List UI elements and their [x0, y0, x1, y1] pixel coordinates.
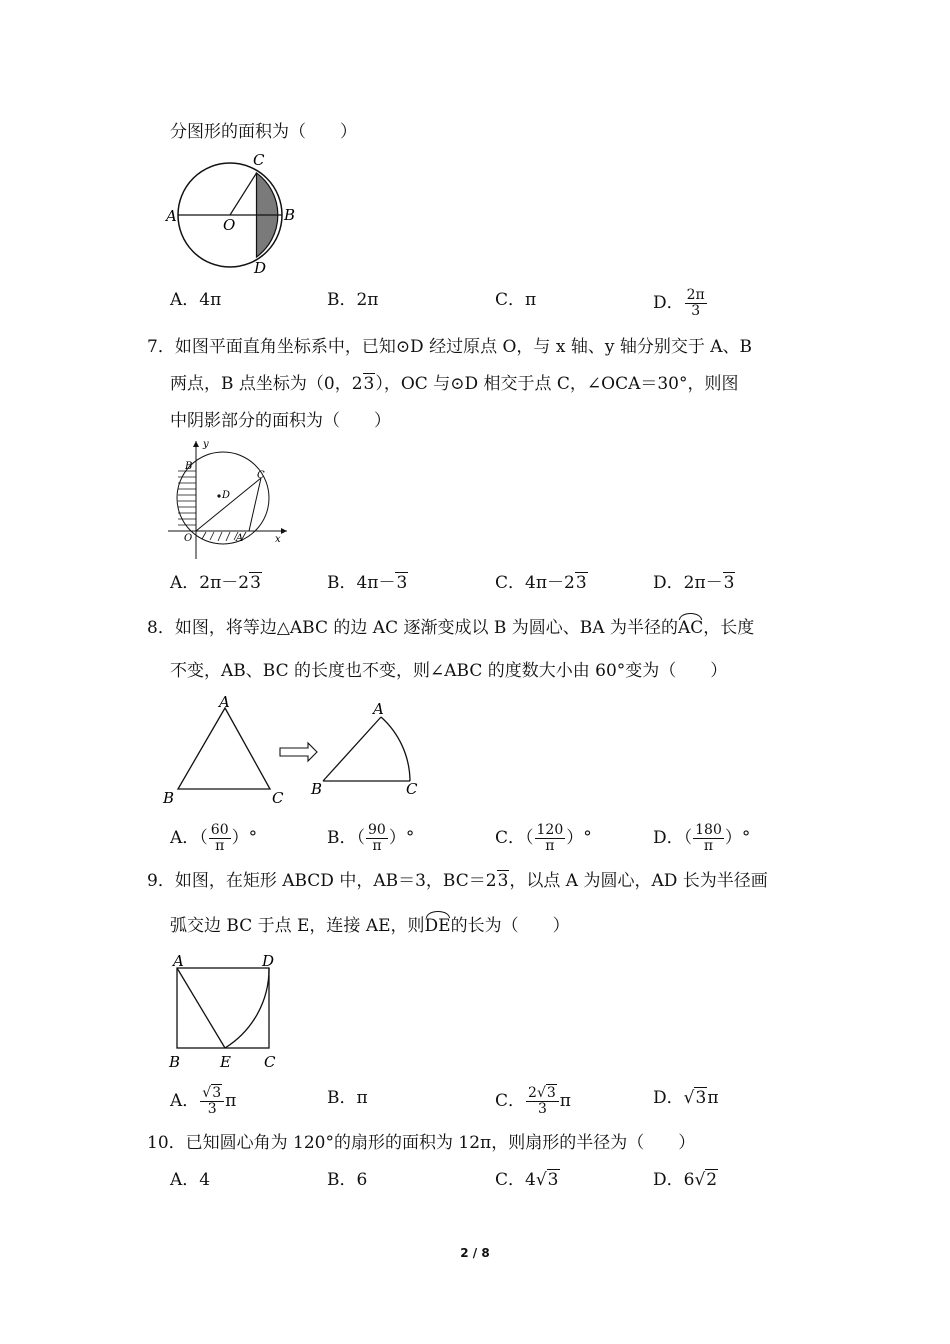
q8-label-c2: C: [406, 780, 418, 798]
q10-option-a: A．4: [170, 1170, 211, 1190]
q8-figure: [160, 692, 440, 810]
q9-option-b: B．π: [327, 1088, 368, 1108]
q7-option-a: A．2π－23: [170, 573, 261, 593]
fraction: $\frac{√3}{3}$: [200, 1086, 224, 1117]
q7-option-d: D．2π－3: [653, 573, 735, 593]
q9-label-b: B: [169, 1053, 181, 1071]
fraction: $\frac{180}{\pi}$: [695, 822, 722, 854]
q9-label-a: A: [173, 952, 184, 970]
fraction: $\frac{60}{\pi}$: [210, 822, 229, 854]
q10-option-d: D．6√2: [653, 1170, 718, 1190]
q9-option-c: C． $\frac{2√3}{3}$ π: [495, 1085, 571, 1117]
q7-label-b: B: [185, 461, 193, 472]
q7-label-o: O: [184, 533, 193, 544]
q7-label-d: D: [222, 490, 231, 501]
q8-label-c: C: [272, 789, 284, 807]
q7-option-b: B．4π－3: [327, 573, 408, 593]
q6-label-c: C: [253, 151, 265, 169]
q9-option-d: D．√3π: [653, 1088, 719, 1108]
q6-label-a: A: [166, 207, 177, 225]
fraction: $\frac{2\pi}{3}$: [686, 287, 705, 319]
q9-line2: 弧交边 BC 于点 E，连接 AE，则DE的长为（ ）: [170, 916, 570, 936]
q6-option-d: D． $\frac{2\pi}{3}$: [653, 287, 705, 319]
q7-label-x: x: [275, 534, 281, 545]
q7-line2: 两点，B 点坐标为（0，23），OC 与⊙D 相交于点 C，∠OCA＝30°，则图: [170, 374, 739, 394]
q6-label-b: B: [284, 206, 296, 224]
q8-option-d: D．（ $\frac{180}{\pi}$ ）°: [653, 822, 751, 854]
q7-label-c: C: [257, 470, 265, 481]
q9-label-d: D: [262, 952, 275, 970]
q6-label-d: D: [254, 259, 267, 277]
q8-option-b: B．（ $\frac{90}{\pi}$ ）°: [327, 822, 415, 854]
q9-label-c: C: [264, 1053, 276, 1071]
q7-label-y: y: [203, 439, 209, 450]
q9-label-e: E: [220, 1053, 231, 1071]
fraction: $\frac{2√3}{3}$: [526, 1086, 559, 1117]
fraction: $\frac{120}{\pi}$: [536, 822, 564, 854]
q6-figure: [160, 150, 310, 280]
q8-label-a: A: [219, 693, 230, 711]
page-number: 2 / 8: [460, 1246, 490, 1260]
q8-line1: 8．如图，将等边△ABC 的边 AC 逐渐变成以 B 为圆心、BA 为半径的AC，长度: [147, 618, 755, 638]
fraction: $\frac{90}{\pi}$: [368, 822, 386, 854]
q9-option-a: A． $\frac{√3}{3}$ π: [170, 1085, 237, 1117]
q8-label-a2: A: [373, 700, 384, 718]
q6-option-a: A．4π: [170, 290, 222, 310]
q9-figure: [165, 950, 290, 1075]
q7-figure: [162, 435, 292, 565]
q8-option-c: C．（ $\frac{120}{\pi}$ ）°: [495, 822, 592, 854]
q6-option-b: B．2π: [327, 290, 379, 310]
q7-option-c: C．4π－23: [495, 573, 587, 593]
q8-line2: 不变，AB、BC 的长度也不变，则∠ABC 的度数大小由 60°变为（ ）: [170, 661, 728, 681]
q7-line3: 中阴影部分的面积为（ ）: [170, 411, 391, 431]
q8-label-b2: B: [311, 780, 323, 798]
q10-line1: 10．已知圆心角为 120°的扇形的面积为 12π，则扇形的半径为（ ）: [147, 1133, 696, 1153]
q6-text: 分图形的面积为（ ）: [170, 122, 357, 142]
q10-option-c: C．4√3: [495, 1170, 559, 1190]
q7-line1: 7．如图平面直角坐标系中，已知⊙D 经过原点 O，与 x 轴、y 轴分别交于 A、B: [147, 337, 753, 357]
q8-option-a: A．（ $\frac{60}{\pi}$ ）°: [170, 822, 258, 854]
q7-label-a: A: [236, 533, 244, 544]
q10-option-b: B．6: [327, 1170, 368, 1190]
q6-option-c: C．π: [495, 290, 537, 310]
q9-line1: 9．如图，在矩形 ABCD 中，AB＝3，BC＝23，以点 A 为圆心，AD 长为半径画: [147, 871, 768, 891]
q8-label-b: B: [163, 789, 175, 807]
q6-label-o: O: [223, 216, 236, 234]
